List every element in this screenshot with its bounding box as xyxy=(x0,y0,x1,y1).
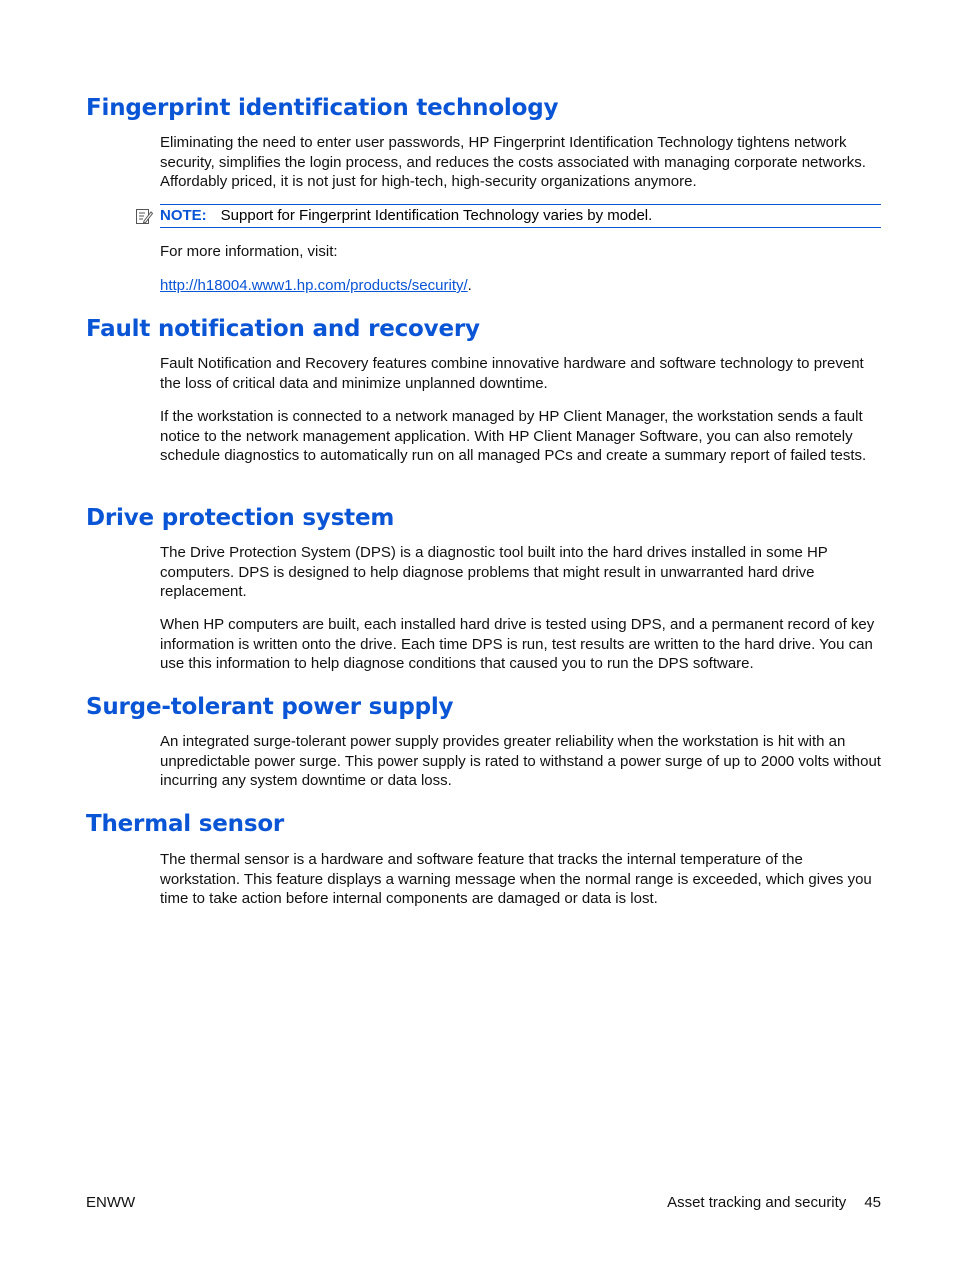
heading-fault: Fault notification and recovery xyxy=(86,316,480,342)
footer-right xyxy=(667,1193,881,1213)
more-info-text: For more information, visit: xyxy=(160,243,338,260)
note-box xyxy=(160,204,881,228)
note-pencil-icon xyxy=(135,207,153,225)
paragraph-fingerprint: Eliminating the need to enter user passwords, HP Fingerprint Identification Technology tightens network security, simplifies the login process, and reduces the costs associated with managing corporate networks. Affordably priced, it is not just for high-tech, high-security organizations anymore. xyxy=(160,134,866,190)
footer-section: Asset tracking and security xyxy=(667,1194,847,1211)
paragraph-surge: An integrated surge-tolerant power supply provides greater reliability when the workstation is hit with an unpredictable power surge. This power supply is rated to withstand a power surge of up to 2000 volts without incurring any system downtime or data loss. xyxy=(160,733,881,789)
paragraph-drive-1: The Drive Protection System (DPS) is a diagnostic tool built into the hard drives installed in some HP computers. DPS is designed to help diagnose problems that might result in unwarranted hard drive replacement. xyxy=(160,544,828,600)
link-line xyxy=(160,276,884,296)
paragraph-fault-1: Fault Notification and Recovery features combine innovative hardware and software technology to prevent the loss of critical data and minimize unplanned downtime. xyxy=(160,355,864,392)
paragraph-fault-2: If the workstation is connected to a network managed by HP Client Manager, the workstation sends a fault notice to the network management application. With HP Client Manager Software, you can also remotely schedule diagnostics to automatically run on all managed PCs and create a summary report of failed tests. xyxy=(160,408,867,464)
heading-thermal: Thermal sensor xyxy=(86,811,285,837)
link-suffix: . xyxy=(467,277,472,294)
heading-fingerprint: Fingerprint identification technology xyxy=(86,95,559,121)
note-text: Support for Fingerprint Identification Technology varies by model. xyxy=(220,207,653,224)
heading-surge: Surge-tolerant power supply xyxy=(86,694,454,720)
footer-left: ENWW xyxy=(86,1194,136,1211)
note-label: NOTE: xyxy=(160,207,207,224)
heading-drive: Drive protection system xyxy=(86,505,395,531)
paragraph-drive-2: When HP computers are built, each installed hard drive is tested using DPS, and a permanent record of key information is written onto the drive. Each time DPS is run, test results are written to the hard drive. You can use this information to help diagnose conditions that caused you to run the DPS software. xyxy=(160,616,875,672)
paragraph-thermal: The thermal sensor is a hardware and software feature that tracks the internal temperature of the workstation. This feature displays a warning message when the normal range is exceeded, which gives you time to take action before internal components are damaged or data is lost. xyxy=(160,851,872,907)
security-link[interactable]: http://h18004.www1.hp.com/products/security/ xyxy=(160,277,468,294)
page-number: 45 xyxy=(864,1194,881,1211)
